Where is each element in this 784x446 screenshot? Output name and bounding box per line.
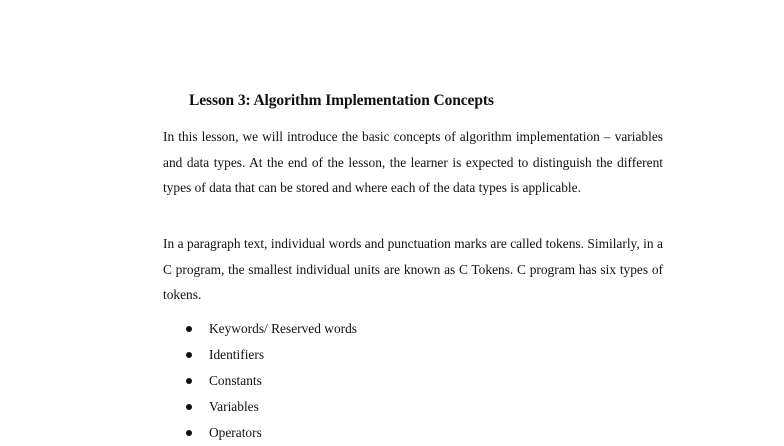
list-item-label: Identifiers [209,347,265,362]
list-item-label: Variables [209,399,259,414]
bullet-icon [186,326,192,332]
list-item-label: Constants [209,373,262,388]
list-item [184,420,357,446]
lesson-title: Lesson 3: Algorithm Implementation Concepts [189,92,494,109]
bullet-icon [186,404,192,410]
bullet-icon [186,352,192,358]
list-item [184,394,357,420]
list-item-label: Keywords/ Reserved words [209,321,358,336]
token-types-list [184,316,357,446]
list-item [184,368,357,394]
bullet-icon [186,430,192,436]
list-item [184,342,357,368]
list-item-label: Operators [209,425,262,440]
intro-paragraph: In this lesson, we will introduce the basic concepts of algorithm implementation – variables and data types. At the end of the lesson, the learner is expected to distinguish the different types of data that can be stored and where each of the data types is applicable. [163,129,663,195]
tokens-paragraph: In a paragraph text, individual words and punctuation marks are called tokens. Similarly, in a C program, the smallest individual units are known as C Tokens. C program has six types of tokens. [163,236,663,302]
list-item [184,316,357,342]
bullet-icon [186,378,192,384]
